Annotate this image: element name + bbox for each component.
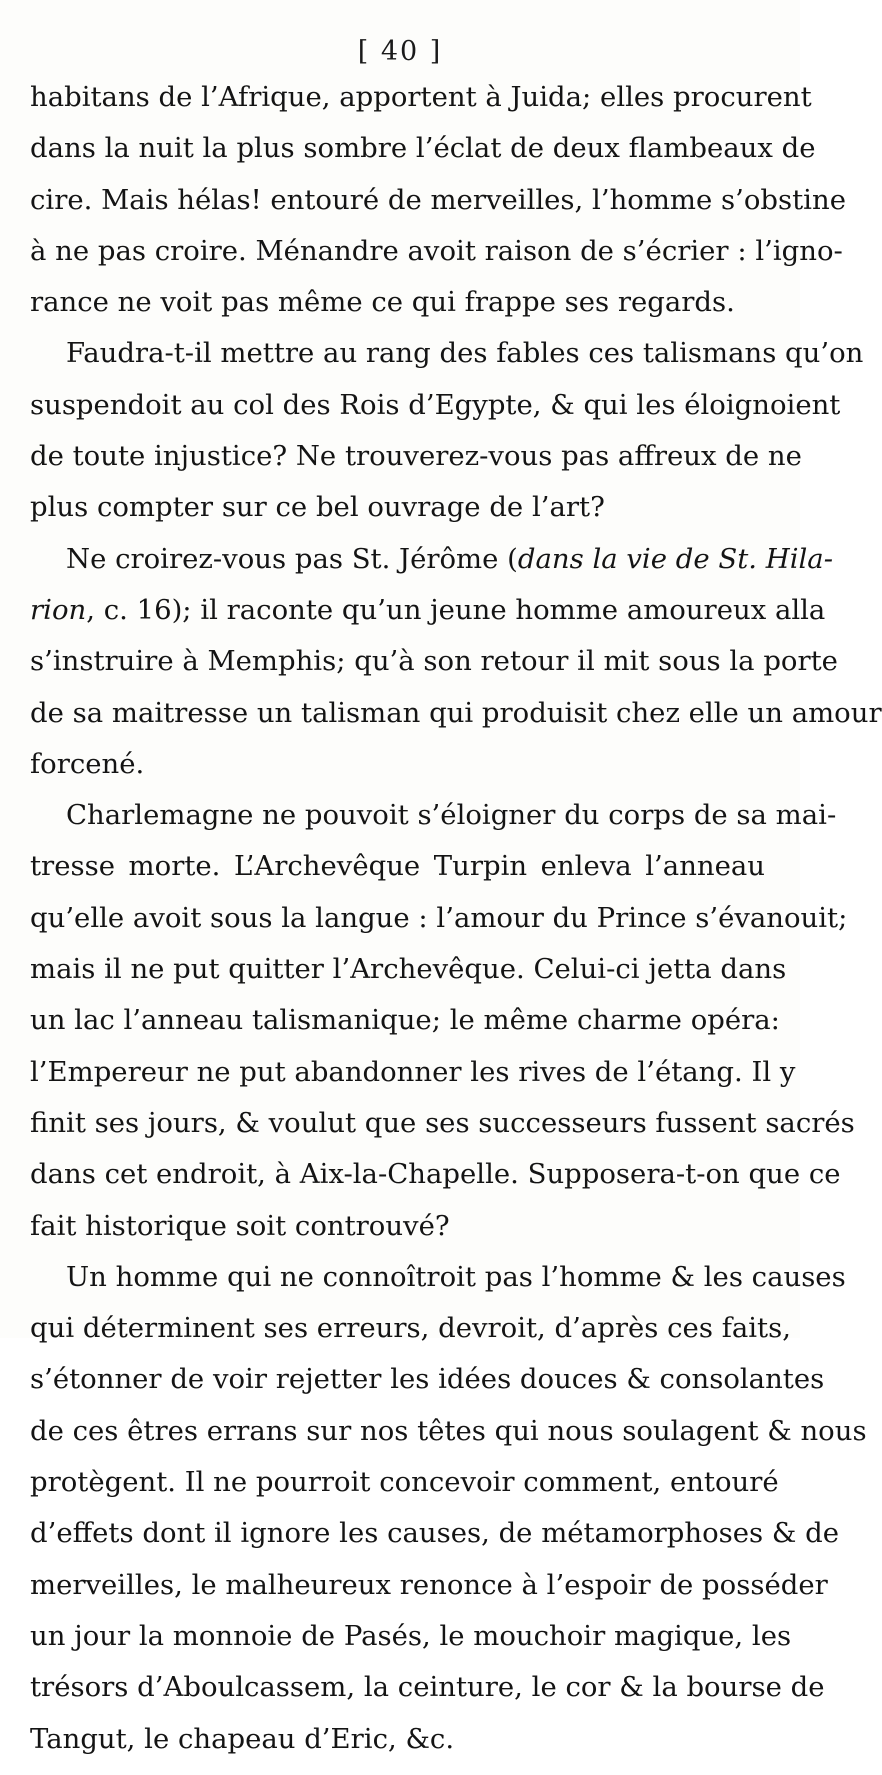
text-line bbox=[30, 851, 765, 902]
text-line bbox=[30, 1055, 796, 1108]
text-line bbox=[30, 645, 838, 697]
line-text: mais il ne put quitter l’Archevêque. Celui-ci jetta dans bbox=[30, 953, 787, 986]
line-text: Charlemagne ne pouvoit s’éloigner du corps de sa mai- bbox=[66, 799, 837, 832]
line-text: tresse morte. L’Archevêque Turpin enleva l’anneau bbox=[30, 850, 765, 883]
line-text: Un homme qui ne connoîtroit pas l’homme & les causes bbox=[66, 1260, 846, 1293]
body-text bbox=[30, 81, 882, 1775]
text-line bbox=[30, 1260, 846, 1313]
text-line bbox=[30, 1211, 765, 1262]
italic-text: rion bbox=[30, 593, 87, 626]
line-text: Faudra-t-il mettre au rang des fables ces talismans qu’on bbox=[66, 337, 864, 370]
line-text: , c. 16); il raconte qu’un jeune homme amoureux alla bbox=[86, 593, 826, 626]
line-text: de ces êtres errans sur nos têtes qui nous soulagent & nous bbox=[30, 1414, 867, 1447]
line-text: dans cet endroit, à Aix-la-Chapelle. Supposera-t-on que ce bbox=[30, 1158, 841, 1191]
line-text: s’instruire à Memphis; qu’à son retour il mit sous la porte bbox=[30, 645, 838, 678]
text-line bbox=[30, 337, 864, 389]
line-text: fait historique soit controuvé? bbox=[30, 1209, 450, 1242]
text-line bbox=[30, 749, 765, 800]
line-text: merveilles, le malheureux renonce à l’espoir de posséder bbox=[30, 1568, 828, 1601]
line-text: habitans de l’Afrique, apportent à Juida; elles procurent bbox=[30, 81, 812, 113]
text-line bbox=[30, 1106, 855, 1159]
text-line bbox=[30, 388, 841, 441]
text-line bbox=[30, 1466, 779, 1518]
line-text: un jour la monnoie de Pasés, le mouchoir magique, les bbox=[30, 1619, 792, 1652]
text-line bbox=[30, 81, 812, 133]
line-text: un lac l’anneau talismanique; le même charme opéra: bbox=[30, 1004, 780, 1037]
page-number: [ 40 ] bbox=[357, 36, 443, 67]
text-line bbox=[30, 593, 826, 646]
line-text: de sa maitresse un talisman qui produisit chez elle un amour bbox=[30, 696, 882, 729]
line-text: plus compter sur ce bel ouvrage de l’art? bbox=[30, 491, 605, 524]
text-line bbox=[30, 1568, 828, 1621]
text-line bbox=[30, 440, 802, 492]
line-text: Tangut, le chapeau d’Eric, &c. bbox=[30, 1722, 455, 1755]
text-line bbox=[30, 492, 765, 543]
text-line bbox=[30, 234, 843, 287]
line-text: à ne pas croire. Ménandre avoit raison de s’écrier : l’igno- bbox=[30, 234, 843, 267]
text-line bbox=[30, 1619, 792, 1672]
text-line bbox=[30, 542, 833, 595]
text-line bbox=[30, 1158, 841, 1210]
line-text: suspendoit au col des Rois d’Egypte, & qui les éloignoient bbox=[30, 388, 841, 421]
text-line bbox=[30, 1363, 825, 1415]
line-text: l’Empereur ne put abandonner les rives de l’étang. Il y bbox=[30, 1055, 796, 1088]
text-line bbox=[30, 696, 882, 749]
line-text: protègent. Il ne pourroit concevoir comment, entouré bbox=[30, 1466, 779, 1499]
line-text: s’étonner de voir rejetter les idées douces & consolantes bbox=[30, 1363, 825, 1396]
text-line bbox=[30, 132, 816, 184]
line-text: d’effets dont il ignore les causes, de métamorphoses & de bbox=[30, 1517, 839, 1550]
text-line bbox=[30, 287, 765, 338]
line-text: trésors d’Aboulcassem, la ceinture, le cor & la bourse de bbox=[30, 1671, 825, 1704]
line-text: Ne croirez-vous pas St. Jérôme ( bbox=[66, 542, 518, 575]
line-text: de toute injustice? Ne trouverez-vous pas affreux de ne bbox=[30, 440, 802, 473]
line-text: qui déterminent ses erreurs, devroit, d’après ces faits, bbox=[30, 1312, 791, 1345]
text-line bbox=[30, 1312, 791, 1364]
line-text: dans la nuit la plus sombre l’éclat de deux flambeaux de bbox=[30, 132, 816, 165]
italic-text: dans la vie de St. Hila- bbox=[517, 542, 833, 575]
line-text: rance ne voit pas même ce qui frappe ses regards. bbox=[30, 286, 735, 319]
text-line bbox=[30, 901, 848, 954]
line-text: cire. Mais hélas! entouré de merveilles, l’homme s’obstine bbox=[30, 183, 846, 216]
text-line bbox=[30, 1517, 839, 1569]
line-text: finit ses jours, & voulut que ses successeurs fussent sacrés bbox=[30, 1106, 855, 1139]
text-line bbox=[30, 799, 837, 851]
line-text: qu’elle avoit sous la langue : l’amour du Prince s’évanouit; bbox=[30, 901, 848, 934]
text-line bbox=[30, 1724, 765, 1775]
line-text: forcené. bbox=[30, 747, 145, 780]
text-line bbox=[30, 1004, 780, 1056]
text-line bbox=[30, 1671, 825, 1723]
text-line bbox=[30, 953, 787, 1005]
text-line bbox=[30, 183, 846, 236]
text-line bbox=[30, 1414, 867, 1467]
